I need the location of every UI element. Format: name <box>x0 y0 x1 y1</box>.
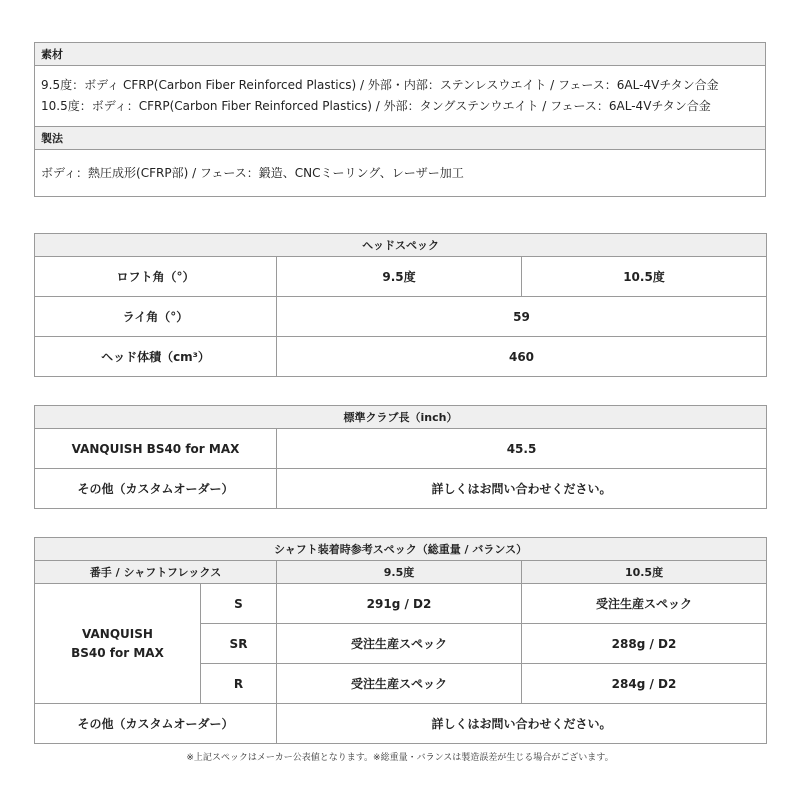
loft-label: ロフト角（°） <box>35 257 277 297</box>
flex-sr: SR <box>201 624 277 664</box>
flex-s: S <box>201 584 277 624</box>
footnote: ※上記スペックはメーカー公表値となります。※総重量・バランスは製造誤差が生じる場合がございます。 <box>186 753 614 763</box>
club-length-other-label: その他（カスタムオーダー） <box>35 469 277 509</box>
club-length-header: 標準クラブ長（inch） <box>35 406 767 429</box>
materials-line-105: 10.5度：ボディ：CFRP(Carbon Fiber Reinforced Plastics) / 外部：タングステンウエイト / フェース：6AL-4Vチタン合金 <box>41 99 711 113</box>
manufacturing-header: 製法 <box>35 127 766 150</box>
shaft-col-105: 10.5度 <box>522 561 767 584</box>
shaft-name-line1: VANQUISH <box>82 626 153 641</box>
loft-value-95: 9.5度 <box>277 257 522 297</box>
lie-value: 59 <box>277 297 767 337</box>
materials-body <box>35 66 766 127</box>
volume-label: ヘッド体積（cm³） <box>35 337 277 377</box>
flex-r-95: 受注生産スペック <box>277 664 522 704</box>
volume-value: 460 <box>277 337 767 377</box>
loft-value-105: 10.5度 <box>522 257 767 297</box>
flex-s-105: 受注生産スペック <box>522 584 767 624</box>
flex-s-95: 291g / D2 <box>277 584 522 624</box>
shaft-other-label: その他（カスタムオーダー） <box>35 704 277 744</box>
shaft-name-line2: BS40 for MAX <box>71 645 164 660</box>
head-spec-table <box>34 233 767 377</box>
shaft-name <box>35 584 201 704</box>
flex-r: R <box>201 664 277 704</box>
materials-header: 素材 <box>35 43 766 66</box>
materials-table <box>34 42 766 197</box>
club-length-row-value: 45.5 <box>277 429 767 469</box>
shaft-spec-table <box>34 537 767 744</box>
flex-sr-105: 288g / D2 <box>522 624 767 664</box>
manufacturing-body <box>35 150 766 197</box>
shaft-other-value: 詳しくはお問い合わせください。 <box>277 704 767 744</box>
lie-label: ライ角（°） <box>35 297 277 337</box>
materials-line-95: 9.5度：ボディ CFRP(Carbon Fiber Reinforced Plastics) / 外部・内部：ステンレスウエイト / フェース：6AL-4Vチタン合金 <box>41 78 719 92</box>
manufacturing-line: ボディ：熱圧成形(CFRP部) / フェース：鍛造、CNCミーリング、レーザー加工 <box>41 165 464 180</box>
head-spec-header: ヘッドスペック <box>35 234 767 257</box>
club-length-row-label: VANQUISH BS40 for MAX <box>35 429 277 469</box>
club-length-other-value: 詳しくはお問い合わせください。 <box>277 469 767 509</box>
shaft-spec-header: シャフト装着時参考スペック（総重量 / バランス） <box>35 538 767 561</box>
shaft-col-label: 番手 / シャフトフレックス <box>35 561 277 584</box>
flex-sr-95: 受注生産スペック <box>277 624 522 664</box>
flex-r-105: 284g / D2 <box>522 664 767 704</box>
club-length-table <box>34 405 767 509</box>
shaft-col-95: 9.5度 <box>277 561 522 584</box>
